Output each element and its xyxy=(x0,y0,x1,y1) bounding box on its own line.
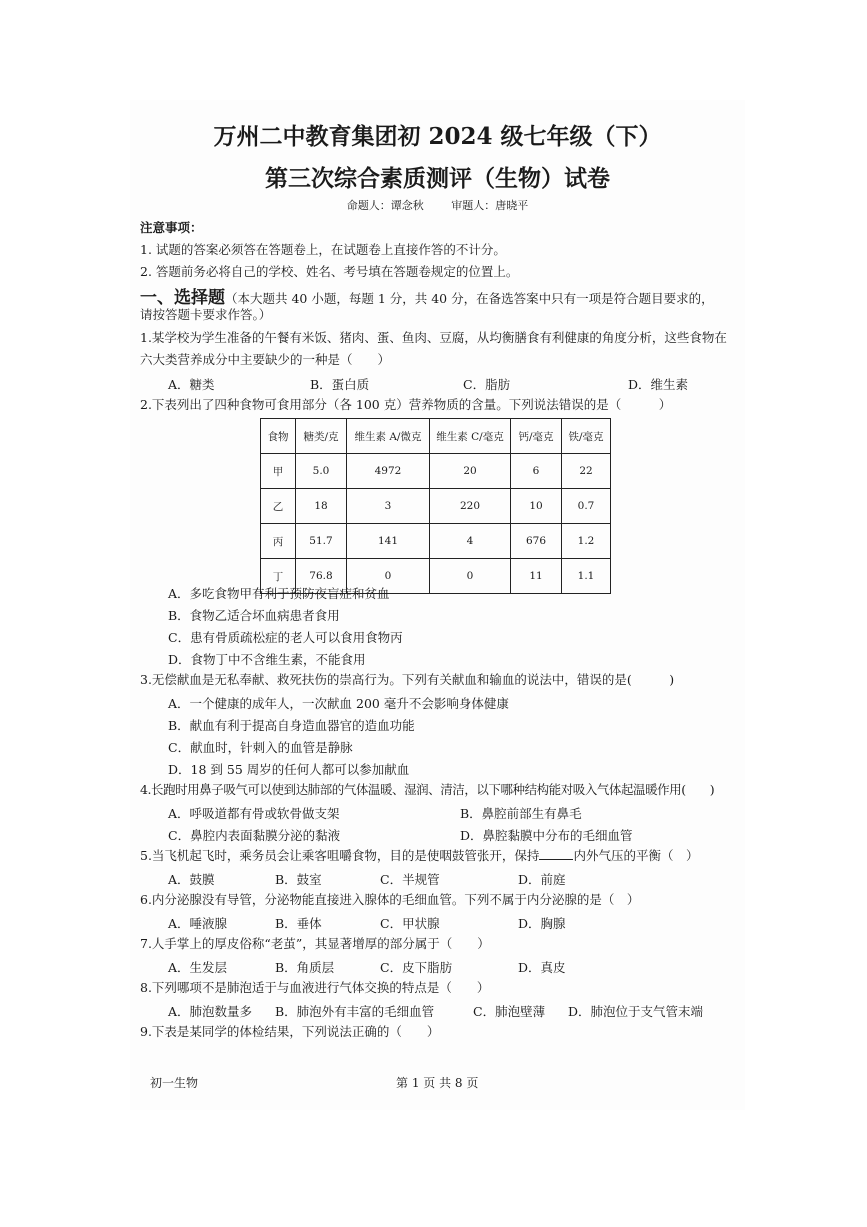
table-cell: 5.0 xyxy=(296,454,347,489)
q2-option-d: D．食物丁中不含维生素，不能食用 xyxy=(168,652,366,667)
q7-stem: 7.人手掌上的厚皮俗称“老茧”，其显著增厚的部分属于（ ） xyxy=(140,936,490,951)
q3-option-c: C．献血时，针刺入的血管是静脉 xyxy=(168,740,353,755)
q7-option-c: C．皮下脂肪 xyxy=(380,960,453,975)
table-header-cell: 维生素 C/毫克 xyxy=(430,419,511,454)
table-cell: 22 xyxy=(562,454,611,489)
q8-option-a: A．肺泡数量多 xyxy=(168,1004,253,1019)
table-header-cell: 糖类/克 xyxy=(296,419,347,454)
q2-option-c: C．患有骨质疏松症的老人可以食用食物丙 xyxy=(168,630,403,645)
q4-option-a: A．呼吸道都有骨或软骨做支架 xyxy=(168,806,340,821)
table-cell: 丙 xyxy=(261,524,296,559)
q4-option-c: C．鼻腔内表面黏膜分泌的黏液 xyxy=(168,828,341,843)
table-row xyxy=(261,489,611,524)
table-cell: 20 xyxy=(430,454,511,489)
table-header-cell: 钙/毫克 xyxy=(511,419,562,454)
q2-stem: 2.下表列出了四种食物可食用部分（各 100 克）营养物质的含量。下列说法错误的是（ ） xyxy=(140,397,672,412)
table-cell: 4 xyxy=(430,524,511,559)
q7-option-a: A．生发层 xyxy=(168,960,228,975)
q5-option-b: B．鼓室 xyxy=(275,872,322,887)
section1-title: 一、选择题 xyxy=(140,288,225,308)
exam-authors xyxy=(130,197,745,213)
q6-option-d: D．胸腺 xyxy=(518,916,566,931)
table-cell: 141 xyxy=(347,524,430,559)
table-cell: 丁 xyxy=(261,559,296,594)
q1-stem-line2: 六大类营养成分中主要缺少的一种是（ ） xyxy=(140,352,391,367)
table-header-cell: 食物 xyxy=(261,419,296,454)
answer-blank xyxy=(539,848,573,860)
q3-stem: 3.无偿献血是无私奉献、救死扶伤的崇高行为。下列有关献血和输血的说法中，错误的是( ) xyxy=(140,672,675,687)
q4-option-d: D．鼻腔黏膜中分布的毛细血管 xyxy=(460,828,633,843)
q5-stem-before: 5.当飞机起飞时，乘务员会让乘客咀嚼食物，目的是使咽鼓管张开，保持 xyxy=(140,848,540,863)
table-cell: 51.7 xyxy=(296,524,347,559)
table-cell: 676 xyxy=(511,524,562,559)
q7-option-b: B．角质层 xyxy=(275,960,335,975)
table-cell: 甲 xyxy=(261,454,296,489)
notice-item-2: 2. 答题前务必将自己的学校、姓名、考号填在答题卷规定的位置上。 xyxy=(140,264,519,279)
table-row xyxy=(261,524,611,559)
q1-stem-line1: 1.某学校为学生准备的午餐有米饭、猪肉、蛋、鱼肉、豆腐，从均衡膳食有利健康的角度分析，这些食物在 xyxy=(140,330,727,345)
q4-stem: 4.长跑时用鼻子吸气可以使到达肺部的气体温暖、湿润、清洁，以下哪种结构能对吸入气体起温暖作用( ) xyxy=(140,782,715,797)
table-cell: 1.2 xyxy=(562,524,611,559)
table-cell: 0 xyxy=(430,559,511,594)
table-cell: 11 xyxy=(511,559,562,594)
footer-page-number: 第 1 页 共 8 页 xyxy=(396,1076,479,1090)
q1-option-a: A．糖类 xyxy=(168,377,215,392)
q6-option-a: A．唾液腺 xyxy=(168,916,228,931)
q3-option-a: A．一个健康的成年人，一次献血 200 毫升不会影响身体健康 xyxy=(168,696,509,711)
table-cell: 10 xyxy=(511,489,562,524)
q8-option-b: B．肺泡外有丰富的毛细血管 xyxy=(275,1004,435,1019)
table-cell: 4972 xyxy=(347,454,430,489)
footer-subject: 初一生物 xyxy=(150,1076,199,1090)
table-cell: 76.8 xyxy=(296,559,347,594)
table-cell: 3 xyxy=(347,489,430,524)
q1-option-c: C．脂肪 xyxy=(463,377,511,392)
q6-option-b: B．垂体 xyxy=(275,916,322,931)
table-cell: 0.7 xyxy=(562,489,611,524)
table-row xyxy=(261,454,611,489)
table-cell: 220 xyxy=(430,489,511,524)
table-cell: 6 xyxy=(511,454,562,489)
q2-option-b: B．食物乙适合坏血病患者食用 xyxy=(168,608,340,623)
exam-title-line2: 第三次综合素质测评（生物）试卷 xyxy=(265,165,610,192)
q4-option-b: B．鼻腔前部生有鼻毛 xyxy=(460,806,582,821)
q1-option-b: B．蛋白质 xyxy=(310,377,370,392)
exam-title-line1: 万州二中教育集团初 2024 级七年级（下） xyxy=(213,123,662,150)
q6-stem: 6.内分泌腺没有导管，分泌物能直接进入腺体的毛细血管。下列不属于内分泌腺的是（ ） xyxy=(140,892,640,907)
q6-option-c: C．甲状腺 xyxy=(380,916,440,931)
q3-option-d: D．18 到 55 周岁的任何人都可以参加献血 xyxy=(168,762,410,777)
q1-option-d: D．维生素 xyxy=(628,377,689,392)
setter-label: 命题人：谭念秋 xyxy=(346,199,424,212)
exam-page xyxy=(130,100,745,1110)
q8-option-d: D．肺泡位于支气管末端 xyxy=(568,1004,704,1019)
q5-option-d: D．前庭 xyxy=(518,872,566,887)
q7-option-d: D．真皮 xyxy=(518,960,566,975)
section1-desc-line1: （本大题共 40 小题，每题 1 分，共 40 分，在备选答案中只有一项是符合题目要求的， xyxy=(225,291,714,306)
q9-stem: 9.下表是某同学的体检结果，下列说法正确的（ ） xyxy=(140,1024,440,1039)
table-cell: 乙 xyxy=(261,489,296,524)
notice-item-1: 1. 试题的答案必须答在答题卷上，在试题卷上直接作答的不计分。 xyxy=(140,242,506,257)
table-cell: 1.1 xyxy=(562,559,611,594)
q8-option-c: C．肺泡壁薄 xyxy=(473,1004,546,1019)
q3-option-b: B．献血有利于提高自身造血器官的造血功能 xyxy=(168,718,415,733)
q2-option-a: A．多吃食物甲有利于预防夜盲症和贫血 xyxy=(168,586,390,601)
notice-heading: 注意事项： xyxy=(140,220,203,235)
table-header-cell: 铁/毫克 xyxy=(562,419,611,454)
q5-stem xyxy=(140,848,698,864)
q5-stem-after: 内外气压的平衡（ ） xyxy=(573,848,699,863)
section1-desc-line2: 请按答题卡要求作答。） xyxy=(140,307,272,322)
table-cell: 0 xyxy=(347,559,430,594)
table-header-row xyxy=(261,419,611,454)
nutrition-table xyxy=(260,418,611,594)
table-header-cell: 维生素 A/微克 xyxy=(347,419,430,454)
q5-option-c: C．半规管 xyxy=(380,872,440,887)
q8-stem: 8.下列哪项不是肺泡适于与血液进行气体交换的特点是（ ） xyxy=(140,980,490,995)
section1-heading xyxy=(140,283,714,308)
reviewer-label: 审题人：唐晓平 xyxy=(451,199,529,212)
table-cell: 18 xyxy=(296,489,347,524)
q5-option-a: A．鼓膜 xyxy=(168,872,215,887)
